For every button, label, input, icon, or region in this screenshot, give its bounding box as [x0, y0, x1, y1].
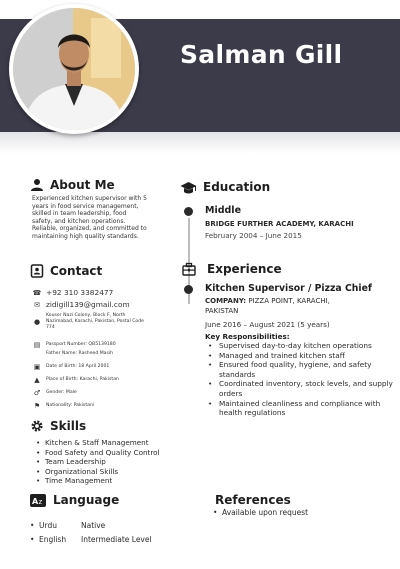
passport-icon: ▤ [33, 341, 41, 349]
language-name: Urdu [39, 521, 57, 530]
contact-text: Gender: Male [46, 390, 77, 395]
responsibilities-title: Key Responsibilities: [205, 332, 290, 341]
language-row: • Urdu Native [30, 521, 106, 530]
birthplace-icon: ▲ [34, 376, 40, 384]
contact-text: Kouser Nazi Colony, Block F, North Nazimabad, Karachi, Pakistan, Postal Code 774 [46, 313, 144, 330]
contact-text: Nationality: Pakistani [46, 403, 95, 408]
references-title: References [215, 493, 291, 507]
flag-icon: ⚑ [33, 402, 41, 410]
contact-text: Passport Number: QB5139180 [46, 342, 116, 347]
email-icon: ✉ [34, 300, 40, 309]
profile-photo [9, 4, 139, 134]
language-level: Native [81, 521, 106, 530]
education-title: Education [203, 180, 271, 194]
contact-title: Contact [50, 264, 103, 278]
contact-text: Date of Birth: 18 April 2001 [46, 364, 110, 369]
translate-icon [30, 494, 46, 508]
list-item: • Supervised day-to-day kitchen operations [205, 341, 395, 351]
person-icon [30, 178, 44, 192]
education-dates: February 2004 – June 2015 [205, 231, 302, 240]
contact-email [32, 300, 172, 309]
language-level: Intermediate Level [81, 535, 152, 544]
contact-nationality [32, 402, 172, 410]
contact-text: Father Name: Rasheed Masih [46, 351, 114, 356]
contact-text: Place of Birth: Karachi, Pakistan [46, 377, 119, 382]
contact-phone [32, 288, 172, 297]
skills-title: Skills [50, 419, 87, 433]
language-row: • English Intermediate Level [30, 535, 152, 544]
about-text: Experienced kitchen supervisor with 5 years in food service management, skilled in team leadership, food safety, and kitchen operations. Reliable, organized, and committed to maintaining high quality standards. [32, 195, 147, 240]
candidate-name: Salman Gill [180, 40, 343, 69]
experience-role: Kitchen Supervisor / Pizza Chief [205, 283, 372, 294]
list-item: • Time Management [35, 476, 160, 486]
location-icon: ● [33, 318, 41, 326]
list-item: • Kitchen & Staff Management [35, 438, 160, 448]
education-school: BRIDGE FURTHER ACADEMY, KARACHI [205, 220, 354, 228]
list-item: • Team Leadership [35, 457, 160, 467]
gear-icon [30, 419, 44, 433]
graduation-cap-icon [180, 181, 197, 195]
company-label: COMPANY: [205, 297, 247, 305]
education-level: Middle [205, 205, 242, 216]
experience-dates: June 2016 – August 2021 (5 years) [205, 320, 330, 329]
experience-company [205, 297, 355, 316]
contact-text: zidigill139@gmail.com [46, 300, 130, 309]
gender-icon: ♂ [33, 389, 41, 397]
contact-passport [32, 341, 172, 349]
header-shadow [0, 132, 400, 154]
briefcase-icon [182, 262, 196, 276]
list-item: • Coordinated inventory, stock levels, and supply orders [205, 379, 395, 398]
language-title: Language [53, 493, 120, 507]
list-item: • Food Safety and Quality Control [35, 448, 160, 458]
contact-gender [32, 389, 172, 397]
list-item: • Managed and trained kitchen staff [205, 351, 395, 361]
skills-list [35, 438, 160, 486]
list-item: • Available upon request [212, 508, 308, 518]
list-item: • Ensured food quality, hygiene, and safety standards [205, 360, 395, 379]
about-title: About Me [50, 178, 115, 192]
contact-father-name [32, 351, 172, 357]
contact-dob [32, 363, 172, 371]
timeline-dot [184, 285, 193, 294]
contact-address [32, 313, 172, 331]
svg-text:A: A [32, 497, 39, 506]
timeline-dot [184, 207, 193, 216]
company-name: PIZZA POINT, KARACHI, PAKISTAN [205, 297, 330, 315]
list-item: • Maintained cleanliness and compliance with health regulations [205, 399, 395, 418]
language-name: English [39, 535, 67, 544]
contact-birthplace [32, 376, 172, 384]
references-list [212, 508, 308, 518]
calendar-icon: ▣ [33, 363, 41, 371]
experience-title: Experience [207, 262, 282, 276]
contact-card-icon [30, 264, 44, 278]
contact-text: +92 310 3382477 [46, 288, 114, 297]
list-item: • Organizational Skills [35, 467, 160, 477]
svg-text:z: z [38, 498, 43, 506]
phone-icon: ☎ [32, 288, 42, 297]
responsibilities-list [205, 341, 395, 418]
